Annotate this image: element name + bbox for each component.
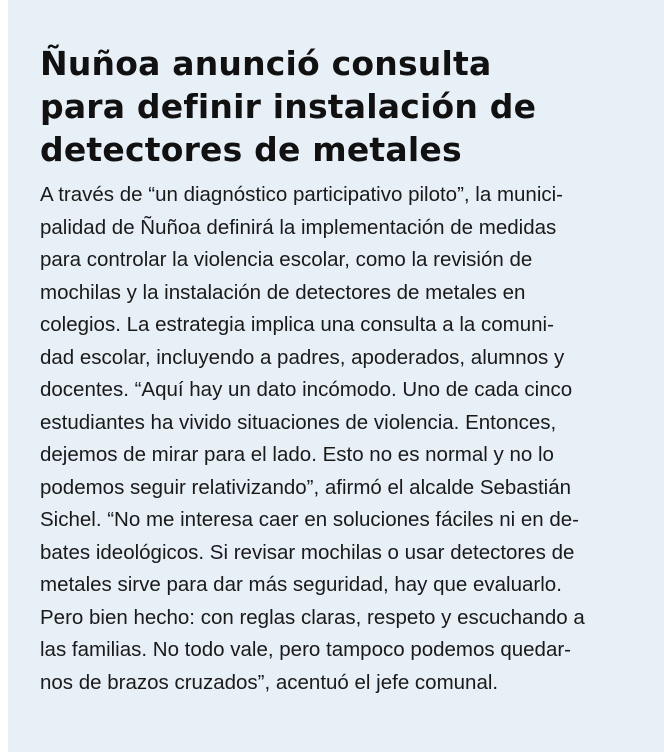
body-line: dejemos de mirar para el lado. Esto no es normal y no lo	[40, 443, 554, 466]
body-line: dad escolar, incluyendo a padres, apoderados, alumnos y	[40, 345, 565, 369]
body-line: metales sirve para dar más seguridad, hay que evaluarlo.	[40, 573, 562, 596]
body-line: las familias. No todo vale, pero tampoco podemos quedar-	[40, 638, 572, 661]
body-line: docentes. “Aquí hay un dato incómodo. Uno de cada cinco	[40, 378, 573, 401]
body-line: nos de brazos cruzados”, acentuó el jefe comunal.	[40, 670, 499, 694]
body-line: podemos seguir relativizando”, afirmó el alcalde Sebastián	[40, 475, 572, 499]
body-line: palidad de Ñuñoa definirá la implementación de medidas	[40, 215, 557, 239]
body-line: bates ideológicos. Si revisar mochilas o usar detectores de	[40, 540, 575, 564]
headline-line: detectores de metales	[40, 130, 462, 169]
body-line: Sichel. “No me interesa caer en soluciones fáciles ni en de-	[40, 508, 579, 531]
body-line: Pero bien hecho: con reglas claras, respeto y escuchando a	[40, 605, 585, 629]
article-panel	[8, 0, 664, 752]
headline-line: Ñuñoa anunció consulta	[40, 44, 492, 83]
article-body	[40, 179, 664, 699]
article-headline	[40, 42, 664, 171]
body-line: para controlar la violencia escolar, como la revisión de	[40, 248, 533, 271]
body-line: colegios. La estrategia implica una consulta a la comuni-	[40, 313, 554, 336]
body-line: mochilas y la instalación de detectores de metales en	[40, 280, 526, 304]
headline-line: para definir instalación de	[40, 87, 537, 126]
body-line: A través de “un diagnóstico participativo piloto”, la munici-	[40, 183, 564, 206]
body-line: estudiantes ha vivido situaciones de violencia. Entonces,	[40, 410, 557, 434]
